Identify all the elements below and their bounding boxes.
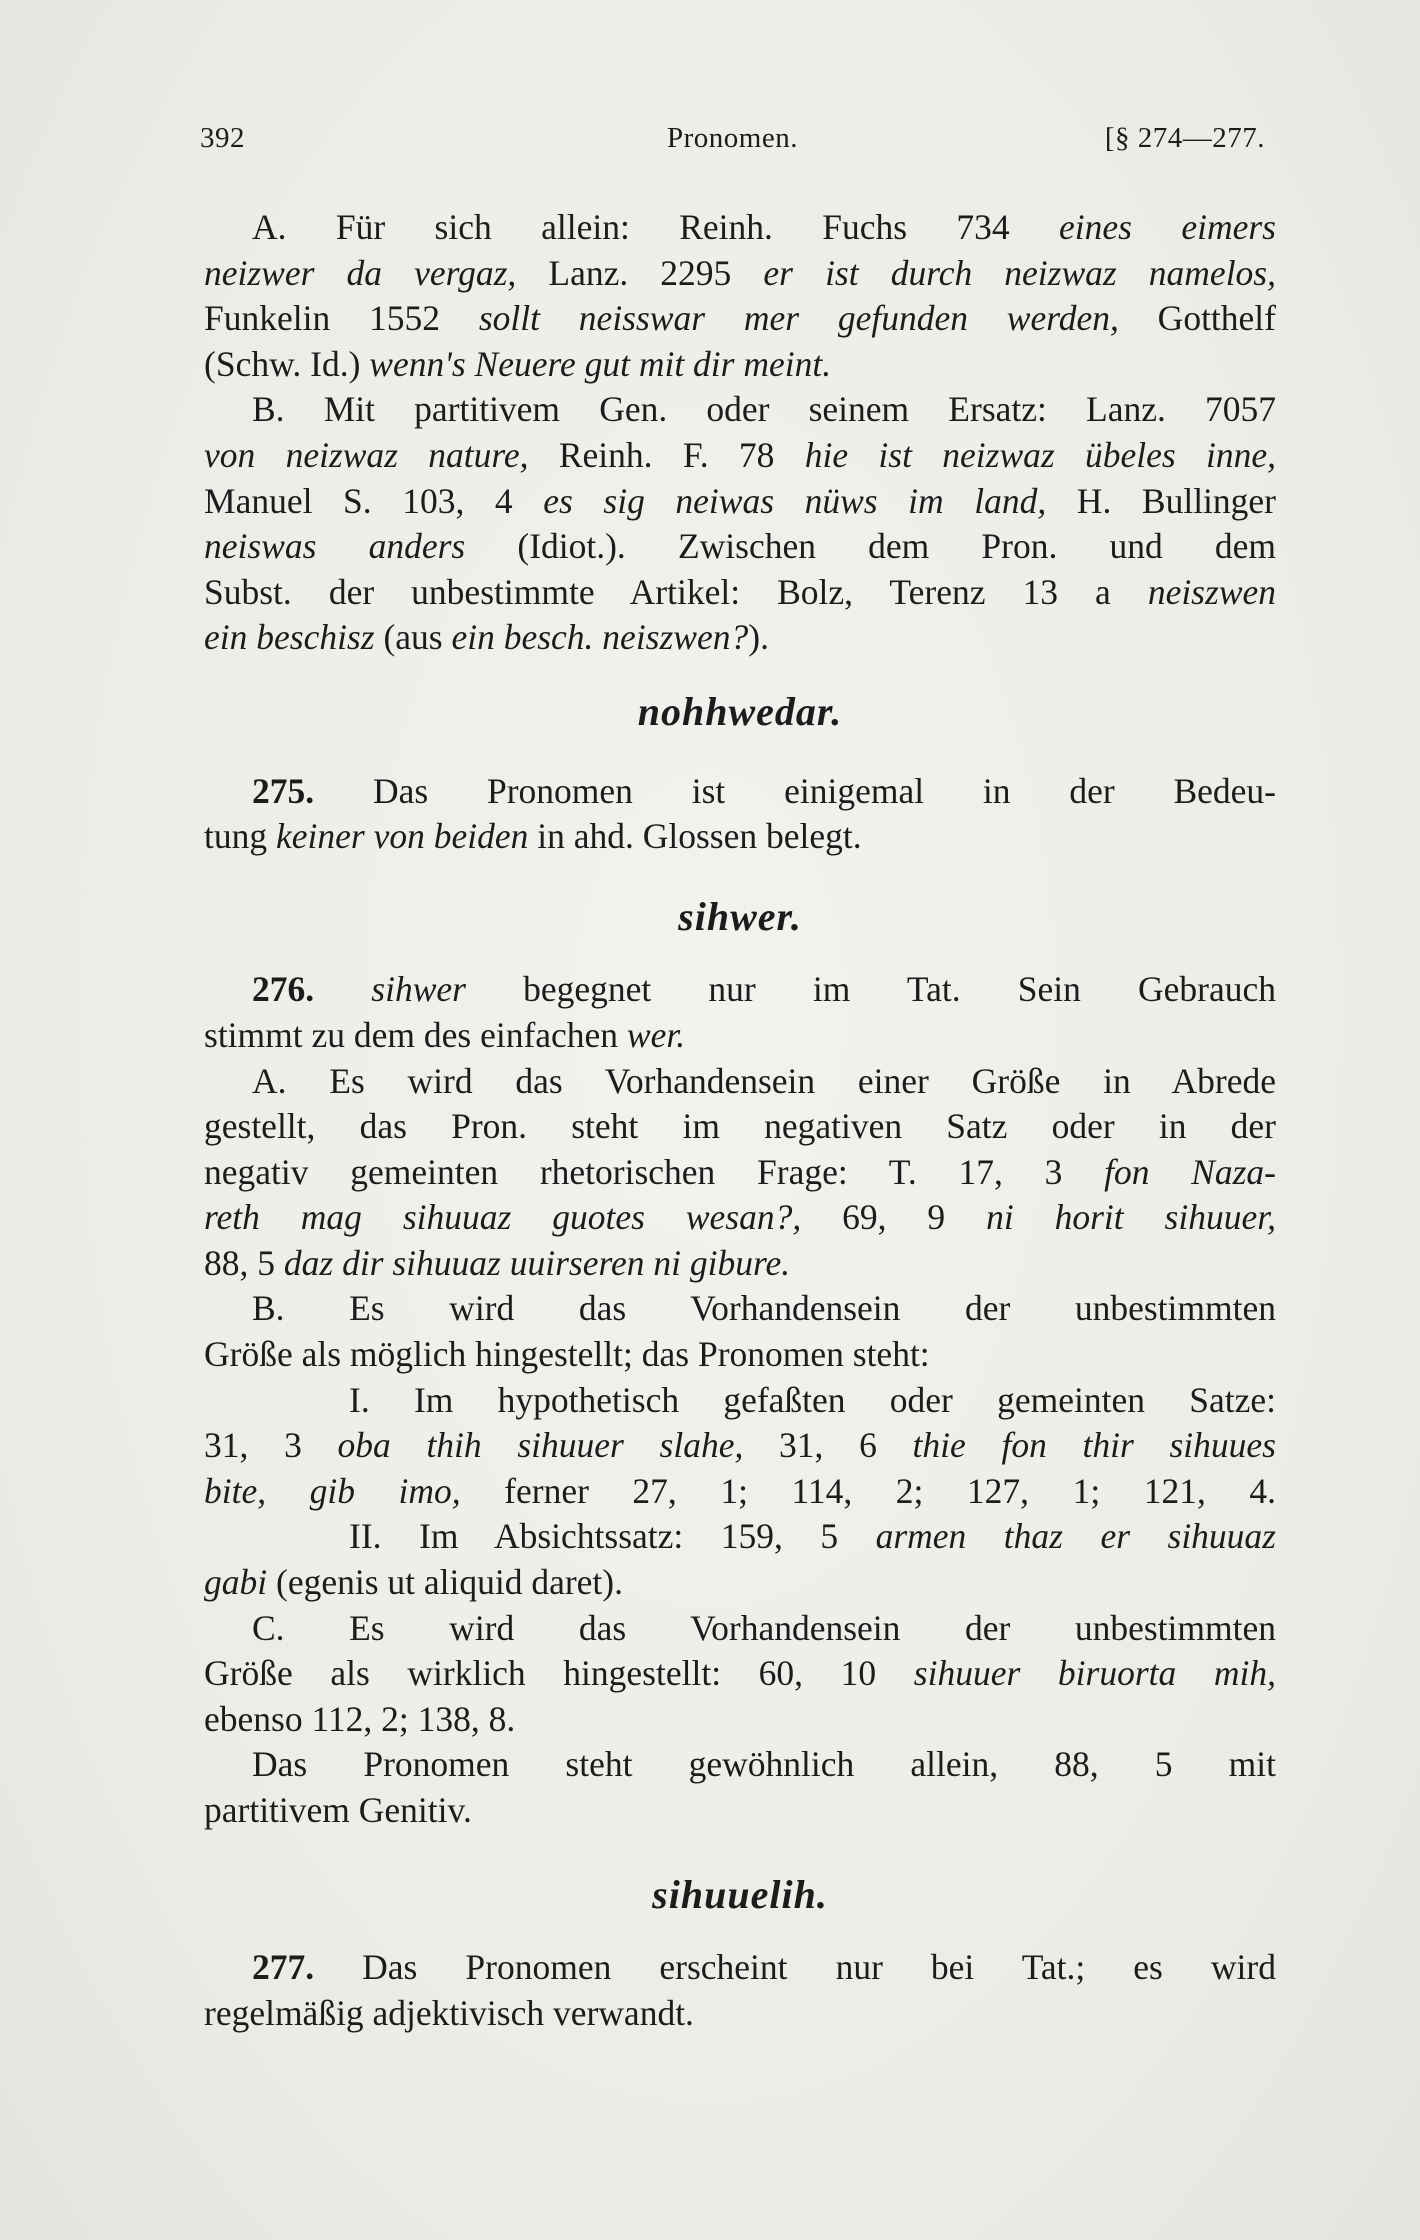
text-line: 276. sihwer begegnet nur im Tat. Sein Gebrauch — [252, 969, 1276, 1010]
text-line: negativ gemeinten rhetorischen Frage: T. 17, 3 fon Naza- — [204, 1151, 1276, 1192]
text-line: 275. Das Pronomen ist einigemal in der Bedeu- — [252, 770, 1276, 811]
text-line: stimmt zu dem des einfachen wer. — [204, 1014, 686, 1055]
text-line: B. Es wird das Vorhandensein der unbestimmten — [252, 1288, 1276, 1329]
text-line: II. Im Absichtssatz: 159, 5 armen thaz er sihuuaz — [349, 1516, 1276, 1557]
section-number: 276. — [252, 969, 315, 1010]
text-line: Funkelin 1552 sollt neisswar mer gefunden werden, Gotthelf — [204, 298, 1276, 339]
text-line: Größe als wirklich hingestellt: 60, 10 sihuuer biruorta mih, — [204, 1653, 1276, 1694]
page-number: 392 — [200, 122, 245, 154]
section-number: 277. — [252, 1947, 315, 1988]
text-line: von neizwaz nature, Reinh. F. 78 hie ist neizwaz übeles inne, — [204, 434, 1276, 475]
text-line: B. Mit partitivem Gen. oder seinem Ersatz: Lanz. 7057 — [252, 389, 1276, 430]
text-line: gabi (egenis ut aliquid daret). — [204, 1562, 623, 1603]
text-line: 88, 5 daz dir sihuuaz uuirseren ni gibure. — [204, 1242, 791, 1283]
text-line: bite, gib imo, ferner 27, 1; 114, 2; 127, 1; 121, 4. — [204, 1470, 1276, 1511]
text-line: Das Pronomen steht gewöhnlich allein, 88, 5 mit — [252, 1744, 1276, 1785]
text-line: gestellt, das Pron. steht im negativen Satz oder in der — [204, 1106, 1276, 1147]
text-line: Manuel S. 103, 4 es sig neiwas nüws im land, H. Bullinger — [204, 480, 1276, 521]
text-line: C. Es wird das Vorhandensein der unbestimmten — [252, 1607, 1276, 1648]
text-line: neiswas anders (Idiot.). Zwischen dem Pron. und dem — [204, 526, 1276, 567]
text-line: partitivem Genitiv. — [204, 1790, 472, 1830]
text-line: neizwer da vergaz, Lanz. 2295 er ist durch neizwaz namelos, — [204, 252, 1276, 293]
text-line: ein beschisz (aus ein besch. neiszwen?). — [204, 617, 769, 658]
text-line: Größe als möglich hingestellt; das Pronomen steht: — [204, 1334, 930, 1375]
lemma-heading: sihwer. — [678, 893, 802, 939]
text-line: Subst. der unbestimmte Artikel: Bolz, Terenz 13 a neiszwen — [204, 571, 1276, 612]
text-line: (Schw. Id.) wenn's Neuere gut mit dir meint. — [204, 343, 832, 384]
text-line: regelmäßig adjektivisch verwandt. — [204, 1992, 694, 2033]
text-line: ebenso 112, 2; 138, 8. — [204, 1698, 516, 1739]
section-number: 275. — [252, 770, 315, 811]
text-line: I. Im hypothetisch gefaßten oder gemeinten Satze: — [349, 1379, 1276, 1420]
lemma-heading: sihuuelih. — [652, 1871, 828, 1917]
running-header — [200, 122, 1265, 162]
text-line: reth mag sihuuaz guotes wesan?, 69, 9 ni horit sihuuer, — [204, 1197, 1276, 1238]
running-title: Pronomen. — [667, 122, 798, 154]
section-range: [§ 274—277. — [1104, 122, 1265, 154]
text-line: tung keiner von beiden in ahd. Glossen belegt. — [204, 816, 862, 857]
text-line: A. Es wird das Vorhandensein einer Größe in Abrede — [252, 1060, 1276, 1101]
text-line: 277. Das Pronomen erscheint nur bei Tat.; es wird — [252, 1947, 1276, 1988]
body-text — [204, 205, 1276, 2036]
text-line: A. Für sich allein: Reinh. Fuchs 734 eines eimers — [252, 207, 1276, 247]
lemma-heading: nohhwedar. — [637, 688, 843, 734]
text-line: 31, 3 oba thih sihuuer slahe, 31, 6 thie fon thir sihuues — [204, 1425, 1276, 1466]
